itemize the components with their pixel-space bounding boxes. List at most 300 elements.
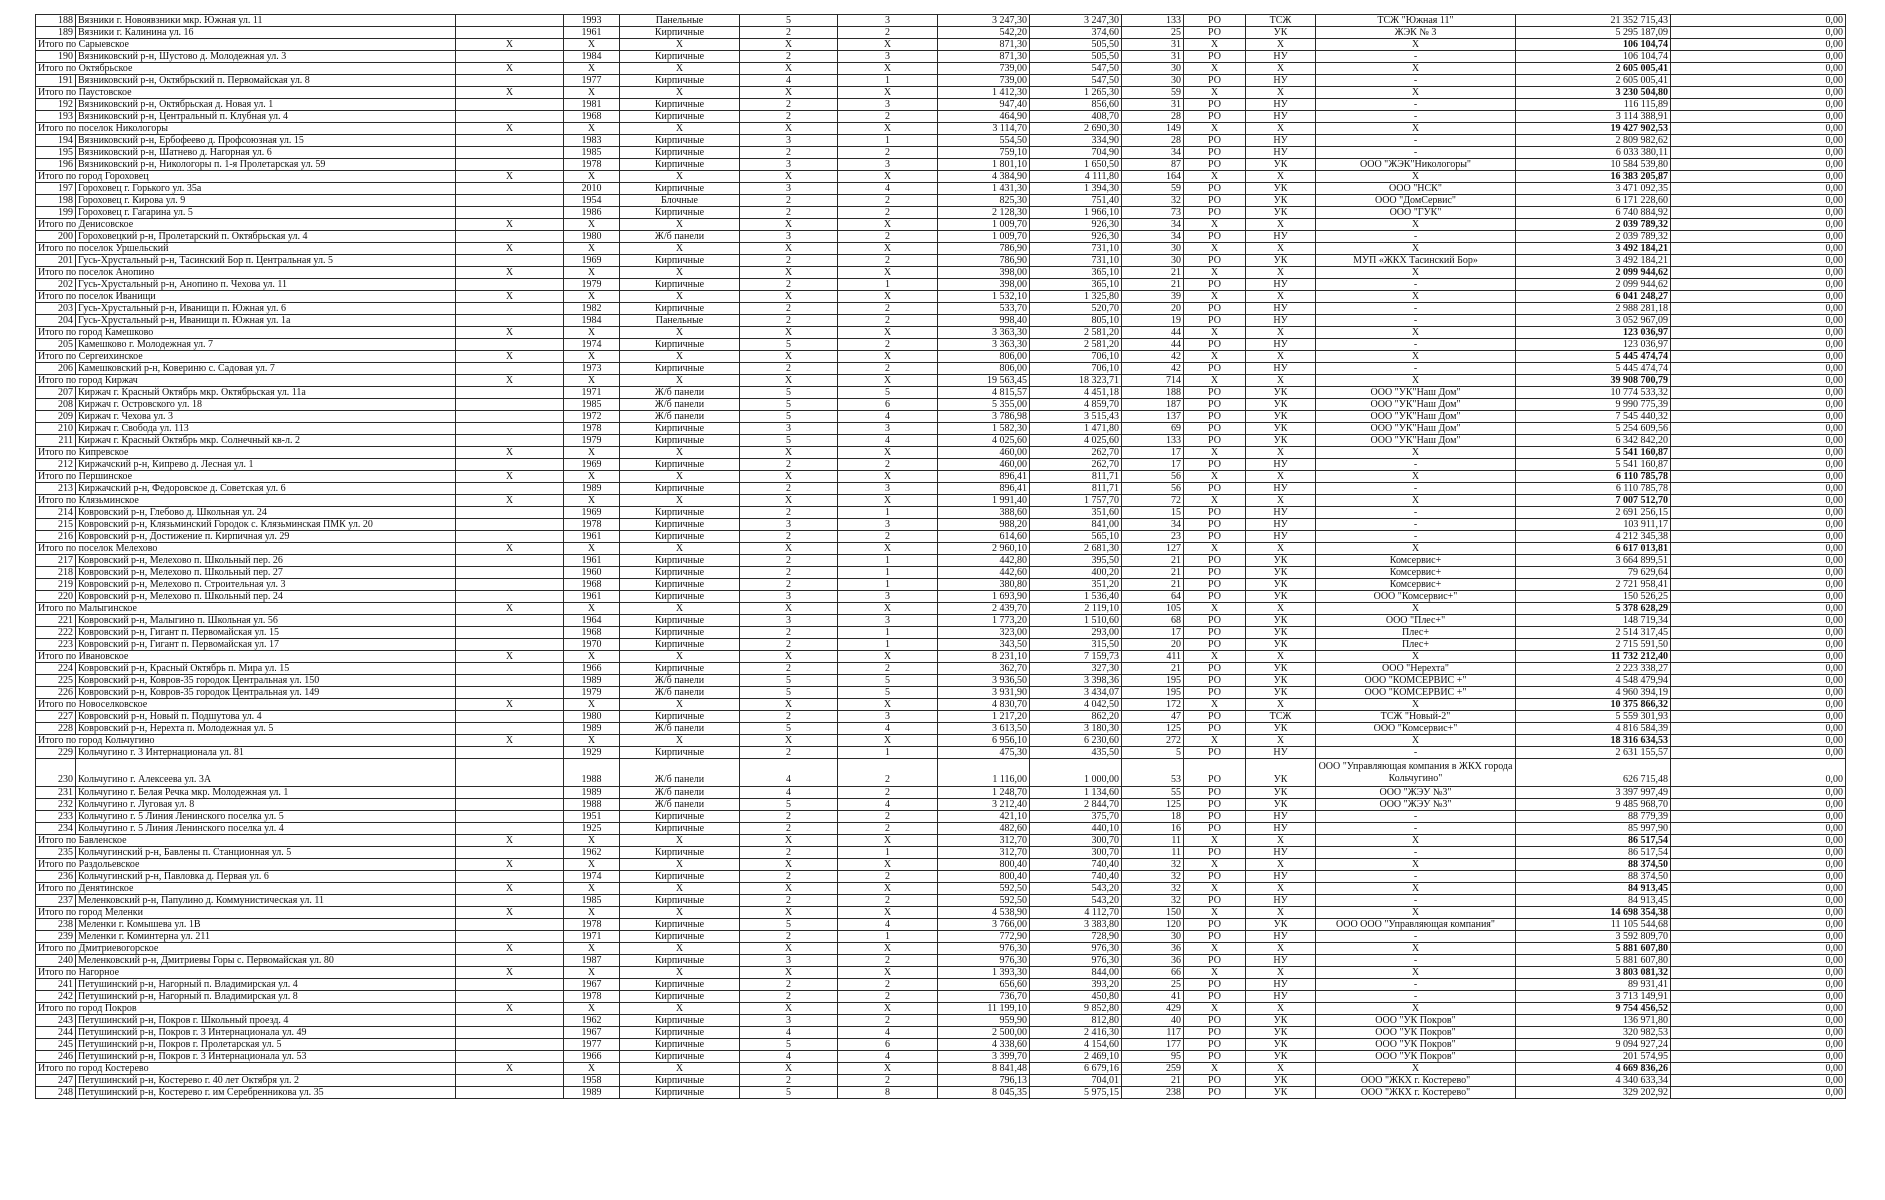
entrances-cell: 3 <box>838 15 938 27</box>
total-area-cell: 998,40 <box>938 315 1030 327</box>
residents-cell: 17 <box>1122 447 1184 459</box>
repair-cost-cell: 3 592 809,70 <box>1516 931 1671 943</box>
fund-type-cell: X <box>1184 87 1246 99</box>
residents-cell: 59 <box>1122 87 1184 99</box>
address-cell: Киржач г. Островского ул. 18 <box>76 399 456 411</box>
management-org-cell: - <box>1316 519 1516 531</box>
total-area-cell: 592,50 <box>938 883 1030 895</box>
address-cell: Вязники г. Калинина ул. 16 <box>76 27 456 39</box>
row-number: 242 <box>36 991 76 1003</box>
marker-cell <box>456 847 564 859</box>
row-number: 194 <box>36 135 76 147</box>
management-form-cell: УК <box>1246 159 1316 171</box>
marker-cell: X <box>456 859 564 871</box>
living-area-cell: 4 859,70 <box>1030 399 1122 411</box>
management-form-cell: НУ <box>1246 51 1316 63</box>
extra-cost-cell: 0,00 <box>1671 327 1846 339</box>
marker-cell <box>456 195 564 207</box>
entrances-cell: 2 <box>838 315 938 327</box>
extra-cost-cell: 0,00 <box>1671 291 1846 303</box>
entrances-cell: 5 <box>838 687 938 699</box>
fund-type-cell: РО <box>1184 51 1246 63</box>
extra-cost-cell: 0,00 <box>1671 111 1846 123</box>
repair-cost-cell: 10 774 533,32 <box>1516 387 1671 399</box>
table-row <box>36 1051 1846 1063</box>
total-area-cell: 1 801,10 <box>938 159 1030 171</box>
entrances-cell: 2 <box>838 1015 938 1027</box>
entrances-cell: 2 <box>838 147 938 159</box>
residents-cell: 30 <box>1122 63 1184 75</box>
address-cell: Итого по Нагорное <box>36 967 456 979</box>
management-form-cell: X <box>1246 699 1316 711</box>
residents-cell: 164 <box>1122 171 1184 183</box>
year-cell: 1974 <box>564 339 620 351</box>
table-row <box>36 387 1846 399</box>
marker-cell: X <box>456 39 564 51</box>
residents-cell: 32 <box>1122 883 1184 895</box>
address-cell: Итого по Денисовское <box>36 219 456 231</box>
total-area-cell: 871,30 <box>938 39 1030 51</box>
total-area-cell: 312,70 <box>938 847 1030 859</box>
fund-type-cell: РО <box>1184 895 1246 907</box>
living-area-cell: 2 690,30 <box>1030 123 1122 135</box>
management-org-cell: ООО "УК Покров" <box>1316 1039 1516 1051</box>
year-cell: 1987 <box>564 955 620 967</box>
management-org-cell: - <box>1316 823 1516 835</box>
address-cell: Петушинский р-н, Покров г. Пролетарская ул. 5 <box>76 1039 456 1051</box>
residents-cell: 133 <box>1122 435 1184 447</box>
fund-type-cell: РО <box>1184 303 1246 315</box>
floors-cell: X <box>740 943 838 955</box>
total-area-cell: 1 248,70 <box>938 787 1030 799</box>
management-org-cell: X <box>1316 907 1516 919</box>
marker-cell <box>456 663 564 675</box>
marker-cell <box>456 555 564 567</box>
wall-material-cell: Кирпичные <box>620 303 740 315</box>
year-cell: 1993 <box>564 15 620 27</box>
fund-type-cell: РО <box>1184 663 1246 675</box>
total-area-cell: 442,60 <box>938 567 1030 579</box>
wall-material-cell: Кирпичные <box>620 111 740 123</box>
entrances-cell: X <box>838 603 938 615</box>
floors-cell: 2 <box>740 567 838 579</box>
total-area-cell: 3 766,00 <box>938 919 1030 931</box>
floors-cell: 3 <box>740 423 838 435</box>
wall-material-cell: X <box>620 447 740 459</box>
living-area-cell: 926,30 <box>1030 219 1122 231</box>
year-cell: 1979 <box>564 435 620 447</box>
residents-cell: 16 <box>1122 823 1184 835</box>
residents-cell: 42 <box>1122 363 1184 375</box>
total-area-cell: 3 363,30 <box>938 327 1030 339</box>
management-form-cell: УК <box>1246 591 1316 603</box>
address-cell: Итого по Кипревское <box>36 447 456 459</box>
management-org-cell: ООО "УК"Наш Дом" <box>1316 423 1516 435</box>
wall-material-cell: Кирпичные <box>620 435 740 447</box>
total-area-cell: 460,00 <box>938 459 1030 471</box>
marker-cell: X <box>456 1003 564 1015</box>
residents-cell: 30 <box>1122 255 1184 267</box>
address-cell: Вязниковский р-н, Октябрьская д. Новая ул. 1 <box>76 99 456 111</box>
extra-cost-cell: 0,00 <box>1671 847 1846 859</box>
year-cell: 1983 <box>564 135 620 147</box>
row-number: 215 <box>36 519 76 531</box>
residents-cell: 64 <box>1122 591 1184 603</box>
entrances-cell: 2 <box>838 231 938 243</box>
table-row <box>36 675 1846 687</box>
floors-cell: 2 <box>740 871 838 883</box>
management-form-cell: НУ <box>1246 75 1316 87</box>
marker-cell <box>456 811 564 823</box>
table-row <box>36 811 1846 823</box>
year-cell: 1971 <box>564 931 620 943</box>
fund-type-cell: РО <box>1184 423 1246 435</box>
extra-cost-cell: 0,00 <box>1671 279 1846 291</box>
year-cell: 1968 <box>564 627 620 639</box>
residents-cell: 68 <box>1122 615 1184 627</box>
year-cell: 1969 <box>564 459 620 471</box>
management-form-cell: УК <box>1246 399 1316 411</box>
year-cell: X <box>564 447 620 459</box>
residents-cell: 59 <box>1122 183 1184 195</box>
management-form-cell: УК <box>1246 1015 1316 1027</box>
residents-cell: 195 <box>1122 687 1184 699</box>
residents-cell: 56 <box>1122 471 1184 483</box>
living-area-cell: 6 679,16 <box>1030 1063 1122 1075</box>
living-area-cell: 393,20 <box>1030 979 1122 991</box>
table-row <box>36 231 1846 243</box>
total-area-cell: 614,60 <box>938 531 1030 543</box>
year-cell: 1961 <box>564 591 620 603</box>
living-area-cell: 731,10 <box>1030 243 1122 255</box>
entrances-cell: 4 <box>838 411 938 423</box>
living-area-cell: 976,30 <box>1030 943 1122 955</box>
living-area-cell: 293,00 <box>1030 627 1122 639</box>
year-cell: 1962 <box>564 847 620 859</box>
address-cell: Ковровский р-н, Мелехово п. Школьный пер. 27 <box>76 567 456 579</box>
total-area-cell: 1 532,10 <box>938 291 1030 303</box>
entrances-cell: 2 <box>838 663 938 675</box>
living-area-cell: 728,90 <box>1030 931 1122 943</box>
management-form-cell: НУ <box>1246 507 1316 519</box>
management-form-cell: НУ <box>1246 847 1316 859</box>
management-form-cell: УК <box>1246 207 1316 219</box>
address-cell: Кольчугино г. 3 Интернационала ул. 81 <box>76 747 456 759</box>
marker-cell <box>456 991 564 1003</box>
repair-cost-cell: 5 254 609,56 <box>1516 423 1671 435</box>
extra-cost-cell: 0,00 <box>1671 591 1846 603</box>
floors-cell: 4 <box>740 759 838 787</box>
subtotal-row <box>36 543 1846 555</box>
fund-type-cell: РО <box>1184 567 1246 579</box>
year-cell: 1968 <box>564 579 620 591</box>
marker-cell <box>456 411 564 423</box>
living-area-cell: 334,90 <box>1030 135 1122 147</box>
living-area-cell: 811,71 <box>1030 483 1122 495</box>
entrances-cell: X <box>838 1003 938 1015</box>
entrances-cell: X <box>838 267 938 279</box>
management-form-cell: X <box>1246 735 1316 747</box>
marker-cell <box>456 15 564 27</box>
floors-cell: X <box>740 883 838 895</box>
address-cell: Киржачский р-н, Федоровское д. Советская ул. 6 <box>76 483 456 495</box>
extra-cost-cell: 0,00 <box>1671 991 1846 1003</box>
marker-cell: X <box>456 699 564 711</box>
subtotal-row <box>36 171 1846 183</box>
management-form-cell: НУ <box>1246 303 1316 315</box>
subtotal-row <box>36 495 1846 507</box>
repair-cost-cell: 2 039 789,32 <box>1516 219 1671 231</box>
address-cell: Гусь-Хрустальный р-н, Иванищи п. Южная ул. 1а <box>76 315 456 327</box>
wall-material-cell: Кирпичные <box>620 895 740 907</box>
table-row <box>36 567 1846 579</box>
management-form-cell: УК <box>1246 799 1316 811</box>
extra-cost-cell: 0,00 <box>1671 1039 1846 1051</box>
management-form-cell: X <box>1246 495 1316 507</box>
floors-cell: 3 <box>740 519 838 531</box>
fund-type-cell: РО <box>1184 979 1246 991</box>
address-cell: Ковровский р-н, Мелехово п. Школьный пер. 24 <box>76 591 456 603</box>
entrances-cell: 2 <box>838 207 938 219</box>
entrances-cell: X <box>838 123 938 135</box>
management-org-cell: ООО "НСК" <box>1316 183 1516 195</box>
living-area-cell: 374,60 <box>1030 27 1122 39</box>
living-area-cell: 2 119,10 <box>1030 603 1122 615</box>
marker-cell <box>456 627 564 639</box>
total-area-cell: 947,40 <box>938 99 1030 111</box>
residents-cell: 30 <box>1122 931 1184 943</box>
row-number: 228 <box>36 723 76 735</box>
total-area-cell: 475,30 <box>938 747 1030 759</box>
wall-material-cell: Кирпичные <box>620 579 740 591</box>
year-cell: 1977 <box>564 75 620 87</box>
extra-cost-cell: 0,00 <box>1671 471 1846 483</box>
repair-cost-cell: 11 732 212,40 <box>1516 651 1671 663</box>
fund-type-cell: X <box>1184 447 1246 459</box>
extra-cost-cell: 0,00 <box>1671 207 1846 219</box>
repair-cost-cell: 2 988 281,18 <box>1516 303 1671 315</box>
marker-cell <box>456 931 564 943</box>
wall-material-cell: X <box>620 39 740 51</box>
marker-cell: X <box>456 123 564 135</box>
repair-cost-cell: 5 445 474,74 <box>1516 363 1671 375</box>
management-form-cell: X <box>1246 967 1316 979</box>
management-form-cell: X <box>1246 603 1316 615</box>
living-area-cell: 3 383,80 <box>1030 919 1122 931</box>
entrances-cell: X <box>838 883 938 895</box>
marker-cell <box>456 567 564 579</box>
living-area-cell: 4 451,18 <box>1030 387 1122 399</box>
floors-cell: 2 <box>740 207 838 219</box>
management-org-cell: ООО "УК"Наш Дом" <box>1316 387 1516 399</box>
residents-cell: 56 <box>1122 483 1184 495</box>
entrances-cell: X <box>838 543 938 555</box>
marker-cell <box>456 111 564 123</box>
entrances-cell: 6 <box>838 399 938 411</box>
repair-cost-cell: 2 039 789,32 <box>1516 231 1671 243</box>
table-row <box>36 759 1846 787</box>
management-org-cell: - <box>1316 51 1516 63</box>
floors-cell: 2 <box>740 195 838 207</box>
entrances-cell: X <box>838 495 938 507</box>
floors-cell: 3 <box>740 183 838 195</box>
subtotal-row <box>36 327 1846 339</box>
address-cell: Итого по Бавленское <box>36 835 456 847</box>
living-area-cell: 841,00 <box>1030 519 1122 531</box>
row-number: 213 <box>36 483 76 495</box>
extra-cost-cell: 0,00 <box>1671 1003 1846 1015</box>
extra-cost-cell: 0,00 <box>1671 531 1846 543</box>
residents-cell: 31 <box>1122 39 1184 51</box>
wall-material-cell: X <box>620 291 740 303</box>
fund-type-cell: РО <box>1184 675 1246 687</box>
fund-type-cell: X <box>1184 267 1246 279</box>
floors-cell: X <box>740 967 838 979</box>
floors-cell: 2 <box>740 711 838 723</box>
entrances-cell: 8 <box>838 1087 938 1099</box>
total-area-cell: 4 815,57 <box>938 387 1030 399</box>
entrances-cell: X <box>838 967 938 979</box>
management-form-cell: X <box>1246 63 1316 75</box>
address-cell: Меленковский р-н, Дмитриевы Горы с. Первомайская ул. 80 <box>76 955 456 967</box>
floors-cell: 2 <box>740 111 838 123</box>
living-area-cell: 505,50 <box>1030 51 1122 63</box>
entrances-cell: 4 <box>838 435 938 447</box>
table-row <box>36 459 1846 471</box>
address-cell: Петушинский р-н, Костерево г. им Серебренникова ул. 35 <box>76 1087 456 1099</box>
wall-material-cell: Кирпичные <box>620 823 740 835</box>
living-area-cell: 565,10 <box>1030 531 1122 543</box>
living-area-cell: 262,70 <box>1030 447 1122 459</box>
entrances-cell: 2 <box>838 303 938 315</box>
fund-type-cell: РО <box>1184 823 1246 835</box>
residents-cell: 30 <box>1122 75 1184 87</box>
wall-material-cell: X <box>620 883 740 895</box>
residents-cell: 36 <box>1122 943 1184 955</box>
entrances-cell: 2 <box>838 955 938 967</box>
repair-cost-cell: 5 559 301,93 <box>1516 711 1671 723</box>
row-number: 220 <box>36 591 76 603</box>
entrances-cell: X <box>838 471 938 483</box>
management-form-cell: НУ <box>1246 231 1316 243</box>
management-org-cell: ТСЖ "Новый-2" <box>1316 711 1516 723</box>
address-cell: Ковровский р-н, Гигант п. Первомайская ул. 15 <box>76 627 456 639</box>
wall-material-cell: Ж/б панели <box>620 411 740 423</box>
living-area-cell: 2 416,30 <box>1030 1027 1122 1039</box>
fund-type-cell: РО <box>1184 195 1246 207</box>
living-area-cell: 1 000,00 <box>1030 759 1122 787</box>
management-org-cell: X <box>1316 943 1516 955</box>
entrances-cell: 3 <box>838 423 938 435</box>
entrances-cell: 3 <box>838 483 938 495</box>
floors-cell: 2 <box>740 811 838 823</box>
entrances-cell: X <box>838 943 938 955</box>
repair-cost-cell: 2 605 005,41 <box>1516 63 1671 75</box>
entrances-cell: 3 <box>838 519 938 531</box>
entrances-cell: 4 <box>838 919 938 931</box>
extra-cost-cell: 0,00 <box>1671 519 1846 531</box>
living-area-cell: 740,40 <box>1030 859 1122 871</box>
extra-cost-cell: 0,00 <box>1671 603 1846 615</box>
address-cell: Петушинский р-н, Покров г. 3 Интернационала ул. 49 <box>76 1027 456 1039</box>
repair-cost-cell: 329 202,92 <box>1516 1087 1671 1099</box>
repair-cost-cell: 6 171 228,60 <box>1516 195 1671 207</box>
marker-cell <box>456 315 564 327</box>
extra-cost-cell: 0,00 <box>1671 99 1846 111</box>
year-cell: 1966 <box>564 1051 620 1063</box>
total-area-cell: 1 009,70 <box>938 219 1030 231</box>
entrances-cell: 4 <box>838 723 938 735</box>
floors-cell: 2 <box>740 627 838 639</box>
living-area-cell: 3 434,07 <box>1030 687 1122 699</box>
extra-cost-cell: 0,00 <box>1671 907 1846 919</box>
floors-cell: 5 <box>740 799 838 811</box>
table-row <box>36 207 1846 219</box>
repair-cost-cell: 201 574,95 <box>1516 1051 1671 1063</box>
year-cell: X <box>564 219 620 231</box>
repair-cost-cell: 88 374,50 <box>1516 871 1671 883</box>
total-area-cell: 759,10 <box>938 147 1030 159</box>
row-number: 235 <box>36 847 76 859</box>
marker-cell <box>456 615 564 627</box>
management-form-cell: УК <box>1246 639 1316 651</box>
living-area-cell: 375,70 <box>1030 811 1122 823</box>
floors-cell: X <box>740 1003 838 1015</box>
entrances-cell: 1 <box>838 847 938 859</box>
wall-material-cell: Кирпичные <box>620 591 740 603</box>
management-form-cell: X <box>1246 859 1316 871</box>
extra-cost-cell: 0,00 <box>1671 1027 1846 1039</box>
repair-cost-cell: 106 104,74 <box>1516 39 1671 51</box>
residents-cell: 125 <box>1122 799 1184 811</box>
row-number: 209 <box>36 411 76 423</box>
row-number: 243 <box>36 1015 76 1027</box>
fund-type-cell: РО <box>1184 507 1246 519</box>
address-cell: Кольчугино г. 5 Линия Ленинского поселка ул. 4 <box>76 823 456 835</box>
total-area-cell: 19 563,45 <box>938 375 1030 387</box>
living-area-cell: 365,10 <box>1030 267 1122 279</box>
management-form-cell: НУ <box>1246 315 1316 327</box>
address-cell: Итого по Сарыевское <box>36 39 456 51</box>
extra-cost-cell: 0,00 <box>1671 615 1846 627</box>
extra-cost-cell: 0,00 <box>1671 15 1846 27</box>
fund-type-cell: РО <box>1184 787 1246 799</box>
total-area-cell: 896,41 <box>938 471 1030 483</box>
year-cell: 1960 <box>564 567 620 579</box>
total-area-cell: 482,60 <box>938 823 1030 835</box>
residents-cell: 42 <box>1122 351 1184 363</box>
table-row <box>36 147 1846 159</box>
repair-cost-cell: 84 913,45 <box>1516 895 1671 907</box>
year-cell: 1972 <box>564 411 620 423</box>
floors-cell: 4 <box>740 75 838 87</box>
wall-material-cell: Кирпичные <box>620 531 740 543</box>
living-area-cell: 2 581,20 <box>1030 339 1122 351</box>
address-cell: Итого по город Киржач <box>36 375 456 387</box>
fund-type-cell: X <box>1184 883 1246 895</box>
wall-material-cell: Кирпичные <box>620 183 740 195</box>
entrances-cell: 1 <box>838 931 938 943</box>
management-org-cell: Плес+ <box>1316 627 1516 639</box>
floors-cell: 3 <box>740 1015 838 1027</box>
floors-cell: 2 <box>740 979 838 991</box>
table-body <box>36 15 1846 1099</box>
management-org-cell: - <box>1316 847 1516 859</box>
fund-type-cell: РО <box>1184 339 1246 351</box>
management-org-cell: - <box>1316 363 1516 375</box>
year-cell: 1982 <box>564 303 620 315</box>
wall-material-cell: Кирпичные <box>620 555 740 567</box>
